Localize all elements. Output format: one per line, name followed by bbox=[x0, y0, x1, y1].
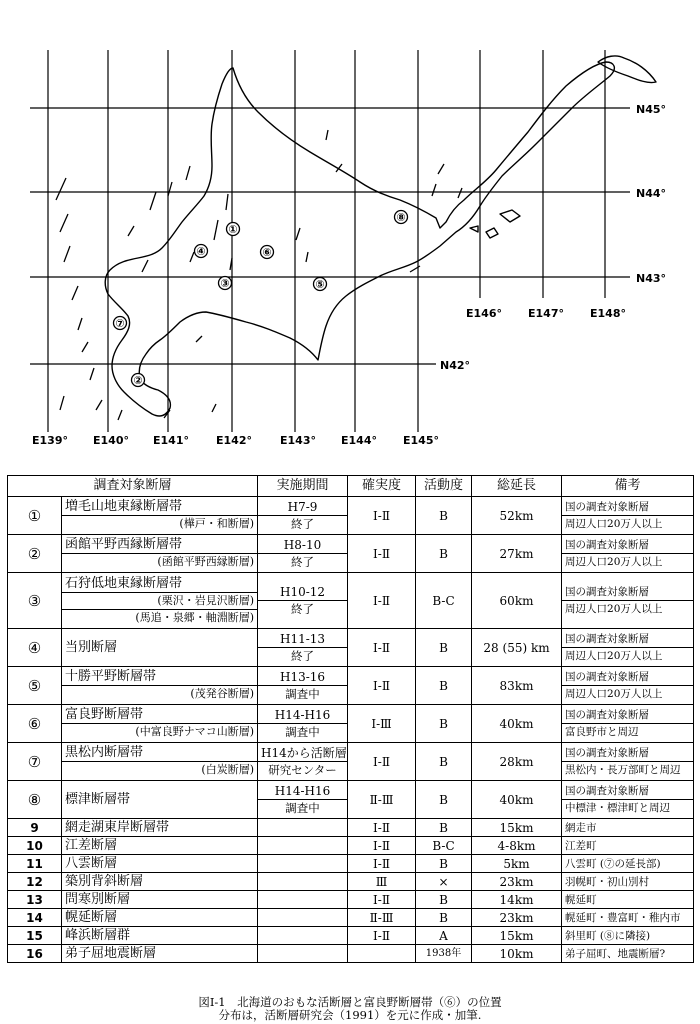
length-cell: 40km bbox=[472, 781, 562, 819]
hokkaido-fault-map bbox=[0, 0, 700, 460]
activity-cell: B bbox=[416, 705, 472, 743]
notes-cell bbox=[562, 891, 694, 909]
period-value: 調査中 bbox=[258, 685, 347, 702]
certainty-cell: Ⅰ-Ⅱ bbox=[348, 497, 416, 535]
activity-cell: B bbox=[416, 819, 472, 837]
activity-cell: B-C bbox=[416, 573, 472, 629]
note-text: 黒松内・長万部町と周辺 bbox=[562, 761, 693, 778]
lon-label-e144: E144° bbox=[341, 434, 377, 447]
lon-label-e145: E145° bbox=[403, 434, 439, 447]
notes-cell bbox=[562, 909, 694, 927]
fault-lines bbox=[56, 130, 462, 420]
period-value: H14-H16 bbox=[274, 708, 331, 722]
certainty-cell: Ⅰ-Ⅱ bbox=[348, 743, 416, 781]
marker-4: ④ bbox=[196, 245, 206, 258]
notes-cell bbox=[562, 743, 694, 781]
fault-name-cell bbox=[62, 927, 258, 945]
fault-subname: (樺戸・和断層) bbox=[62, 515, 257, 532]
table-row bbox=[8, 629, 694, 667]
period-cell bbox=[258, 819, 348, 837]
notes-cell bbox=[562, 497, 694, 535]
lon-label-e140: E140° bbox=[93, 434, 129, 447]
row-number: 13 bbox=[8, 891, 62, 909]
period-value: 調査中 bbox=[258, 723, 347, 740]
row-number: 10 bbox=[8, 837, 62, 855]
table-row bbox=[8, 535, 694, 573]
activity-cell: × bbox=[416, 873, 472, 891]
note-text: 中標津・標津町と周辺 bbox=[562, 799, 693, 816]
row-number: ③ bbox=[8, 573, 62, 629]
lat-label-n42: N42° bbox=[440, 359, 471, 372]
fault-name: 函館平野西縁断層帯 bbox=[65, 537, 183, 552]
row-number: 12 bbox=[8, 873, 62, 891]
header-certainty: 確実度 bbox=[348, 476, 416, 497]
activity-cell: B bbox=[416, 781, 472, 819]
activity-cell: 1938年 bbox=[416, 945, 472, 963]
activity-cell: A bbox=[416, 927, 472, 945]
length-cell: 4-8km bbox=[472, 837, 562, 855]
table-row bbox=[8, 855, 694, 873]
caption-line-2: 分布は，活断層研究会（1991）を元に作成・加筆. bbox=[218, 1008, 482, 1022]
length-cell: 10km bbox=[472, 945, 562, 963]
certainty-cell: Ⅰ-Ⅱ bbox=[348, 837, 416, 855]
lon-label-e142: E142° bbox=[216, 434, 252, 447]
fault-name-cell bbox=[62, 629, 258, 667]
row-number: ① bbox=[8, 497, 62, 535]
fault-subname: (函館平野西縁断層) bbox=[62, 553, 257, 570]
row-number: ⑥ bbox=[8, 705, 62, 743]
certainty-cell: Ⅰ-Ⅲ bbox=[348, 705, 416, 743]
period-cell bbox=[258, 945, 348, 963]
fault-name: 網走湖東岸断層帯 bbox=[65, 819, 170, 835]
fault-name-cell bbox=[62, 497, 258, 535]
fault-name: 黒松内断層帯 bbox=[65, 745, 144, 760]
header-notes: 備考 bbox=[562, 476, 694, 497]
lon-label-e141: E141° bbox=[153, 434, 189, 447]
note-text: 富良野市と周辺 bbox=[562, 723, 693, 740]
note-text: 国の調査対象断層 bbox=[565, 633, 650, 645]
note-text: 周辺人口20万人以上 bbox=[562, 600, 693, 617]
table-row bbox=[8, 819, 694, 837]
fault-name: 弟子屈地震断層 bbox=[65, 945, 157, 961]
length-cell: 15km bbox=[472, 819, 562, 837]
fault-name: 富良野断層帯 bbox=[65, 707, 144, 722]
notes-cell bbox=[562, 855, 694, 873]
activity-cell: B bbox=[416, 855, 472, 873]
note-text: 八雲町 (⑦の延長部) bbox=[565, 857, 661, 870]
notes-cell bbox=[562, 837, 694, 855]
period-value: 終了 bbox=[258, 515, 347, 532]
fault-name-cell bbox=[62, 855, 258, 873]
period-value: 調査中 bbox=[258, 799, 347, 816]
row-number: ④ bbox=[8, 629, 62, 667]
period-value: H10-12 bbox=[279, 585, 326, 599]
fault-name: 江差断層 bbox=[65, 837, 118, 853]
notes-cell bbox=[562, 705, 694, 743]
period-value: H7-9 bbox=[287, 500, 318, 514]
period-cell bbox=[258, 837, 348, 855]
marker-2: ② bbox=[133, 374, 143, 387]
period-value: H8-10 bbox=[283, 538, 322, 552]
activity-cell: B bbox=[416, 891, 472, 909]
fault-name-cell bbox=[62, 535, 258, 573]
period-value: H14から活断層 bbox=[261, 746, 347, 760]
fault-name-cell bbox=[62, 819, 258, 837]
fault-name-cell bbox=[62, 873, 258, 891]
note-text: 江差町 bbox=[565, 839, 597, 852]
period-cell bbox=[258, 927, 348, 945]
row-number: ⑦ bbox=[8, 743, 62, 781]
table-row bbox=[8, 743, 694, 781]
caption-line-1: 図Ⅰ-1 北海道のおもな活断層と富良野断層帯（⑥）の位置 bbox=[198, 995, 502, 1009]
table-row bbox=[8, 945, 694, 963]
fault-table bbox=[7, 475, 694, 963]
map-grid bbox=[30, 50, 630, 432]
notes-cell bbox=[562, 927, 694, 945]
table-row bbox=[8, 873, 694, 891]
certainty-cell: Ⅰ-Ⅱ bbox=[348, 927, 416, 945]
table-row bbox=[8, 837, 694, 855]
certainty-cell: Ⅰ-Ⅱ bbox=[348, 573, 416, 629]
fault-name: 築別背斜断層 bbox=[65, 873, 144, 889]
row-number: 9 bbox=[8, 819, 62, 837]
activity-cell: B bbox=[416, 909, 472, 927]
activity-cell: B bbox=[416, 535, 472, 573]
length-cell: 23km bbox=[472, 873, 562, 891]
certainty-cell: Ⅱ-Ⅲ bbox=[348, 781, 416, 819]
note-text: 周辺人口20万人以上 bbox=[562, 553, 693, 570]
fault-name-cell bbox=[62, 743, 258, 781]
period-cell bbox=[258, 497, 348, 535]
marker-6: ⑥ bbox=[262, 246, 272, 259]
fault-name: 当別断層 bbox=[65, 639, 118, 655]
length-cell: 28km bbox=[472, 743, 562, 781]
length-cell: 52km bbox=[472, 497, 562, 535]
note-text: 幌延町・豊富町・稚内市 bbox=[565, 911, 681, 924]
notes-cell bbox=[562, 629, 694, 667]
fault-markers bbox=[114, 211, 408, 388]
length-cell: 27km bbox=[472, 535, 562, 573]
fault-name-cell bbox=[62, 909, 258, 927]
period-value: 研究センター bbox=[258, 761, 347, 778]
period-cell bbox=[258, 629, 348, 667]
table-row bbox=[8, 667, 694, 705]
note-text: 斜里町 (⑧に隣接) bbox=[565, 929, 651, 942]
fault-name: 八雲断層 bbox=[65, 855, 118, 871]
fault-name-cell bbox=[62, 837, 258, 855]
row-number: 16 bbox=[8, 945, 62, 963]
header-activity: 活動度 bbox=[416, 476, 472, 497]
note-text: 周辺人口20万人以上 bbox=[562, 647, 693, 664]
table-row bbox=[8, 909, 694, 927]
period-cell bbox=[258, 855, 348, 873]
marker-3: ③ bbox=[220, 277, 230, 290]
header-period: 実施期間 bbox=[258, 476, 348, 497]
table-header-row bbox=[8, 476, 694, 497]
period-cell bbox=[258, 743, 348, 781]
lat-label-n44: N44° bbox=[636, 187, 667, 200]
activity-cell: B bbox=[416, 629, 472, 667]
note-text: 羽幌町・初山別村 bbox=[565, 875, 650, 888]
marker-7: ⑦ bbox=[115, 317, 125, 330]
length-cell: 14km bbox=[472, 891, 562, 909]
period-value: 終了 bbox=[258, 553, 347, 570]
notes-cell bbox=[562, 945, 694, 963]
table-row bbox=[8, 781, 694, 819]
certainty-cell: Ⅰ-Ⅱ bbox=[348, 629, 416, 667]
row-number: ⑧ bbox=[8, 781, 62, 819]
header-length: 総延長 bbox=[472, 476, 562, 497]
lon-label-e139: E139° bbox=[32, 434, 68, 447]
certainty-cell: Ⅰ-Ⅱ bbox=[348, 855, 416, 873]
certainty-cell: Ⅰ-Ⅱ bbox=[348, 891, 416, 909]
fault-name-cell bbox=[62, 945, 258, 963]
fault-name: 石狩低地東縁断層帯 bbox=[65, 575, 183, 591]
table-row bbox=[8, 927, 694, 945]
figure-caption bbox=[0, 996, 700, 1022]
period-value: 終了 bbox=[258, 600, 347, 617]
fault-subname: (馬追・泉郷・軸淵断層) bbox=[62, 609, 257, 626]
notes-cell bbox=[562, 573, 694, 629]
period-cell bbox=[258, 705, 348, 743]
certainty-cell: Ⅲ bbox=[348, 873, 416, 891]
fault-name: 十勝平野断層帯 bbox=[65, 669, 157, 684]
fault-subname: (中富良野ナマコ山断層) bbox=[62, 723, 257, 740]
lat-label-n43: N43° bbox=[636, 272, 667, 285]
length-cell: 23km bbox=[472, 909, 562, 927]
period-value: H13-16 bbox=[279, 670, 326, 684]
fault-name: 峰浜断層群 bbox=[65, 927, 131, 943]
period-cell bbox=[258, 873, 348, 891]
notes-cell bbox=[562, 667, 694, 705]
lat-label-n45: N45° bbox=[636, 103, 667, 116]
note-text: 国の調査対象断層 bbox=[565, 501, 650, 513]
period-value: H11-13 bbox=[279, 632, 326, 646]
fault-subname: (茂発谷断層) bbox=[62, 685, 257, 702]
fault-name: 幌延断層 bbox=[65, 909, 118, 925]
table-body bbox=[8, 497, 694, 963]
period-cell bbox=[258, 891, 348, 909]
period-value: H14-H16 bbox=[274, 784, 331, 798]
certainty-cell: Ⅰ-Ⅱ bbox=[348, 819, 416, 837]
period-cell bbox=[258, 909, 348, 927]
certainty-cell: Ⅰ-Ⅱ bbox=[348, 535, 416, 573]
notes-cell bbox=[562, 781, 694, 819]
activity-cell: B bbox=[416, 667, 472, 705]
hokkaido-coastline bbox=[105, 56, 656, 416]
certainty-cell: Ⅰ-Ⅱ bbox=[348, 667, 416, 705]
length-cell: 15km bbox=[472, 927, 562, 945]
period-value: 終了 bbox=[258, 647, 347, 664]
notes-cell bbox=[562, 873, 694, 891]
note-text: 弟子屈町、地震断層? bbox=[565, 947, 666, 960]
row-number: 15 bbox=[8, 927, 62, 945]
length-cell: 83km bbox=[472, 667, 562, 705]
fault-name-cell bbox=[62, 781, 258, 819]
fault-name-cell bbox=[62, 667, 258, 705]
activity-cell: B bbox=[416, 743, 472, 781]
note-text: 国の調査対象断層 bbox=[565, 785, 650, 797]
certainty-cell: Ⅱ-Ⅲ bbox=[348, 909, 416, 927]
length-cell: 5km bbox=[472, 855, 562, 873]
period-cell bbox=[258, 573, 348, 629]
table-row bbox=[8, 497, 694, 535]
fault-name-cell bbox=[62, 891, 258, 909]
note-text: 幌延町 bbox=[565, 893, 597, 906]
activity-cell: B bbox=[416, 497, 472, 535]
period-cell bbox=[258, 667, 348, 705]
table-row bbox=[8, 705, 694, 743]
row-number: ⑤ bbox=[8, 667, 62, 705]
lon-label-e143: E143° bbox=[280, 434, 316, 447]
fault-subname: (白炭断層) bbox=[62, 761, 257, 778]
marker-8: ⑧ bbox=[396, 211, 406, 224]
note-text: 国の調査対象断層 bbox=[565, 586, 650, 598]
note-text: 国の調査対象断層 bbox=[565, 709, 650, 721]
note-text: 周辺人口20万人以上 bbox=[562, 515, 693, 532]
notes-cell bbox=[562, 819, 694, 837]
fault-subname: (栗沢・岩見沢断層) bbox=[62, 592, 257, 609]
fault-name-cell bbox=[62, 573, 258, 629]
table-row bbox=[8, 573, 694, 629]
length-cell: 40km bbox=[472, 705, 562, 743]
fault-name: 問寒別断層 bbox=[65, 891, 131, 907]
length-cell: 60km bbox=[472, 573, 562, 629]
note-text: 国の調査対象断層 bbox=[565, 671, 650, 683]
fault-name: 増毛山地東縁断層帯 bbox=[65, 499, 183, 514]
period-cell bbox=[258, 781, 348, 819]
lon-label-e148: E148° bbox=[590, 307, 626, 320]
note-text: 周辺人口20万人以上 bbox=[562, 685, 693, 702]
fault-name-cell bbox=[62, 705, 258, 743]
notes-cell bbox=[562, 535, 694, 573]
marker-5: ⑤ bbox=[315, 278, 325, 291]
row-number: ② bbox=[8, 535, 62, 573]
note-text: 国の調査対象断層 bbox=[565, 539, 650, 551]
fault-name: 標津断層帯 bbox=[65, 791, 131, 807]
header-fault: 調査対象断層 bbox=[8, 476, 258, 497]
latitude-labels bbox=[440, 103, 666, 372]
marker-1: ① bbox=[228, 223, 238, 236]
period-cell bbox=[258, 535, 348, 573]
lon-label-e147: E147° bbox=[528, 307, 564, 320]
note-text: 国の調査対象断層 bbox=[565, 747, 650, 759]
row-number: 11 bbox=[8, 855, 62, 873]
lon-label-e146: E146° bbox=[466, 307, 502, 320]
length-cell: 28 (55) km bbox=[472, 629, 562, 667]
note-text: 網走市 bbox=[565, 821, 597, 834]
certainty-cell bbox=[348, 945, 416, 963]
table-row bbox=[8, 891, 694, 909]
row-number: 14 bbox=[8, 909, 62, 927]
activity-cell: B-C bbox=[416, 837, 472, 855]
